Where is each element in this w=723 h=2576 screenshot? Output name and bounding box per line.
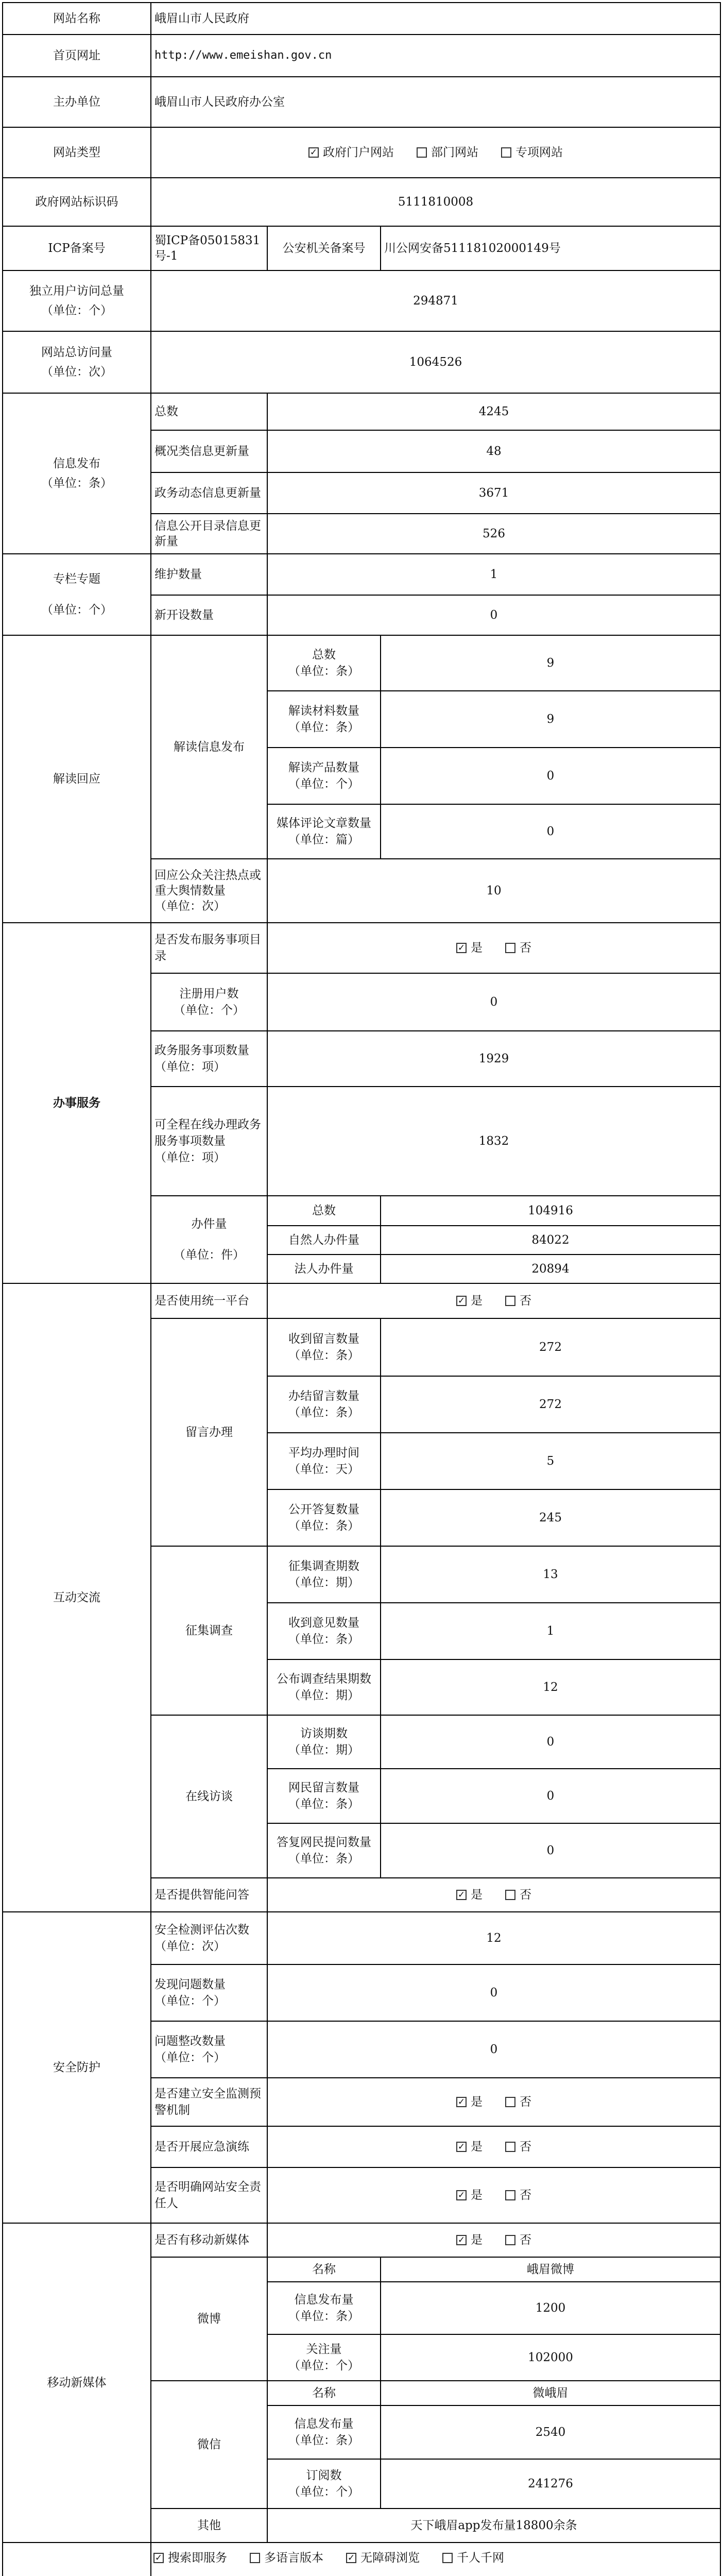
visitors-label: 独立用户访问总量 （单位：个） <box>2 270 151 332</box>
wechat-posts-label: 信息发布量 （单位：条） <box>267 2405 381 2460</box>
site-type-options <box>150 127 721 178</box>
weibo-posts-label: 信息发布量 （单位：条） <box>267 2281 381 2335</box>
icp-label: ICP备案号 <box>2 226 151 271</box>
yes-option[interactable]: ✓ 是 <box>456 1885 483 1905</box>
issues-fixed-label: 问题整改数量 （单位：个） <box>150 2021 268 2078</box>
legal-cases-value: 20894 <box>380 1254 721 1284</box>
yes-option[interactable]: ✓ 是 <box>456 2137 483 2157</box>
survey-results-value: 12 <box>380 1659 721 1716</box>
info-total-value: 4245 <box>267 393 721 431</box>
interp-product-label: 解读产品数量 （单位：个） <box>267 747 381 805</box>
checked-checkbox-icon: ✓ <box>456 1890 467 1900</box>
checked-checkbox-icon: ✓ <box>308 147 319 158</box>
accessibility-option[interactable]: ✓ 无障碍浏览 <box>346 2548 420 2568</box>
security-person-choice <box>267 2167 721 2224</box>
has-mobile-media-choice <box>267 2223 721 2258</box>
personalized-option[interactable]: 千人千网 <box>442 2548 504 2568</box>
interp-total-value: 9 <box>380 635 721 691</box>
interpretation-section-label: 解读回应 <box>2 635 151 923</box>
has-mobile-media-label: 是否有移动新媒体 <box>150 2223 268 2258</box>
visits-label: 网站总访问量 （单位：次） <box>2 331 151 394</box>
empty-checkbox-icon <box>417 147 427 158</box>
smart-qa-label: 是否提供智能问答 <box>150 1877 268 1912</box>
interview-count-value: 0 <box>380 1715 721 1769</box>
site-type-special-option[interactable]: 专项网站 <box>501 143 563 162</box>
columns-section-label: 专栏专题 （单位：个） <box>2 553 151 636</box>
public-replies-value: 245 <box>380 1489 721 1547</box>
unified-platform-label: 是否使用统一平台 <box>150 1283 268 1319</box>
avg-time-value: 5 <box>380 1432 721 1490</box>
news-update-label: 政务动态信息更新量 <box>150 472 268 514</box>
weibo-followers-value: 102000 <box>380 2334 721 2381</box>
innovation-section-label <box>2 2542 151 2576</box>
handled-total-value: 104916 <box>380 1195 721 1226</box>
empty-checkbox-icon <box>505 1890 515 1900</box>
site-type-label: 网站类型 <box>2 127 151 178</box>
homepage-label: 首页网址 <box>2 34 151 77</box>
interp-media-value: 0 <box>380 804 721 859</box>
empty-checkbox-icon <box>505 2235 515 2245</box>
opinions-value: 1 <box>380 1602 721 1660</box>
service-catalog-label: 是否发布服务事项目录 <box>150 922 268 974</box>
service-items-label: 政务服务事项数量 （单位：项） <box>150 1030 268 1087</box>
site-type-portal-option[interactable]: ✓ 政府门户网站 <box>308 143 394 162</box>
columns-new-label: 新开设数量 <box>150 595 268 636</box>
columns-maintain-value: 1 <box>267 553 721 596</box>
wechat-name-value: 微峨眉 <box>380 2380 721 2406</box>
opinions-label: 收到意见数量 （单位：条） <box>267 1602 381 1660</box>
columns-new-value: 0 <box>267 595 721 636</box>
catalog-update-value: 526 <box>267 513 721 554</box>
checked-checkbox-icon: ✓ <box>346 2553 356 2563</box>
issues-found-label: 发现问题数量 （单位：个） <box>150 1964 268 2022</box>
survey-count-value: 13 <box>380 1546 721 1603</box>
service-section-label: 办事服务 <box>2 922 151 1284</box>
weibo-label: 微博 <box>150 2257 268 2381</box>
wechat-name-label: 名称 <box>267 2380 381 2406</box>
site-code-label: 政府网站标识码 <box>2 177 151 227</box>
security-person-label: 是否明确网站安全责任人 <box>150 2167 268 2224</box>
search-service-option[interactable]: ✓ 搜索即服务 <box>153 2548 227 2568</box>
issues-found-value: 0 <box>267 1964 721 2022</box>
yes-option[interactable]: ✓ 是 <box>456 2092 483 2112</box>
survey-results-label: 公布调查结果期数 （单位：期） <box>267 1659 381 1716</box>
checked-checkbox-icon: ✓ <box>456 2097 467 2107</box>
interp-total-label: 总数 （单位：条） <box>267 635 381 691</box>
yes-option[interactable]: ✓ 是 <box>456 2185 483 2205</box>
weibo-followers-label: 关注量 （单位：个） <box>267 2334 381 2381</box>
handled-cases-label: 办件量 （单位：件） <box>150 1195 268 1284</box>
online-items-value: 1832 <box>267 1086 721 1196</box>
smart-qa-choice <box>267 1877 721 1912</box>
security-section-label: 安全防护 <box>2 1911 151 2224</box>
avg-time-label: 平均办理时间 （单位：天） <box>267 1432 381 1490</box>
wechat-posts-value: 2540 <box>380 2405 721 2460</box>
netizen-messages-label: 网民留言数量 （单位：条） <box>267 1768 381 1824</box>
info-total-label: 总数 <box>150 393 268 431</box>
message-handling-label: 留言办理 <box>150 1318 268 1547</box>
interaction-section-label: 互动交流 <box>2 1283 151 1912</box>
site-code-value: 5111810008 <box>150 177 721 227</box>
overview-update-value: 48 <box>267 430 721 473</box>
registered-users-label: 注册用户数 （单位：个） <box>150 973 268 1031</box>
service-items-value: 1929 <box>267 1030 721 1087</box>
interp-response-value: 10 <box>267 858 721 923</box>
no-option[interactable]: 否 <box>505 1885 531 1905</box>
closed-messages-value: 272 <box>380 1376 721 1433</box>
legal-cases-label: 法人办件量 <box>267 1254 381 1284</box>
site-name-label: 网站名称 <box>2 2 151 35</box>
issues-fixed-value: 0 <box>267 2021 721 2078</box>
interp-product-value: 0 <box>380 747 721 805</box>
multi-language-option[interactable]: 多语言版本 <box>250 2548 323 2568</box>
site-type-dept-option[interactable]: 部门网站 <box>417 143 478 162</box>
received-messages-value: 272 <box>380 1318 721 1377</box>
unified-platform-choice <box>267 1283 721 1319</box>
other-media-value: 天下峨眉app发布量18800余条 <box>267 2508 721 2543</box>
security-checks-value: 12 <box>267 1911 721 1965</box>
news-update-value: 3671 <box>267 472 721 514</box>
no-option[interactable]: 否 <box>505 938 531 958</box>
emergency-drill-label: 是否开展应急演练 <box>150 2126 268 2168</box>
empty-checkbox-icon <box>505 2097 515 2107</box>
handled-total-label: 总数 <box>267 1195 381 1226</box>
registered-users-value: 0 <box>267 973 721 1031</box>
empty-checkbox-icon <box>250 2553 260 2563</box>
visitors-value: 294871 <box>150 270 721 332</box>
homepage-url: http://www.emeishan.gov.cn <box>150 34 721 77</box>
police-record-value: 川公网安备51118102000149号 <box>380 226 721 271</box>
online-items-label: 可全程在线办理政务服务事项数量 （单位：项） <box>150 1086 268 1196</box>
wechat-subscribers-label: 订阅数 （单位：个） <box>267 2459 381 2509</box>
warning-mechanism-label: 是否建立安全监测预警机制 <box>150 2077 268 2127</box>
interview-count-label: 访谈期数 （单位：期） <box>267 1715 381 1769</box>
yes-option[interactable]: ✓ 是 <box>456 1291 483 1311</box>
answered-questions-label: 答复网民提问数量 （单位：条） <box>267 1823 381 1878</box>
survey-count-label: 征集调查期数 （单位：期） <box>267 1546 381 1603</box>
yes-option[interactable]: ✓ 是 <box>456 2230 483 2250</box>
answered-questions-value: 0 <box>380 1823 721 1878</box>
public-replies-label: 公开答复数量 （单位：条） <box>267 1489 381 1547</box>
checked-checkbox-icon: ✓ <box>456 943 467 953</box>
no-option[interactable]: 否 <box>505 2092 531 2112</box>
wechat-subscribers-value: 241276 <box>380 2459 721 2509</box>
sponsor-label: 主办单位 <box>2 76 151 128</box>
wechat-label: 微信 <box>150 2380 268 2509</box>
survey-label: 征集调查 <box>150 1546 268 1716</box>
received-messages-label: 收到留言数量 （单位：条） <box>267 1318 381 1377</box>
warning-mechanism-choice <box>267 2077 721 2127</box>
visits-value: 1064526 <box>150 331 721 394</box>
police-record-label: 公安机关备案号 <box>267 226 381 271</box>
empty-checkbox-icon <box>442 2553 453 2563</box>
no-option[interactable]: 否 <box>505 2230 531 2250</box>
interp-material-value: 9 <box>380 690 721 748</box>
checked-checkbox-icon: ✓ <box>153 2553 164 2563</box>
empty-checkbox-icon <box>505 2142 515 2152</box>
no-option[interactable]: 否 <box>505 2137 531 2157</box>
empty-checkbox-icon <box>505 2190 515 2200</box>
columns-maintain-label: 维护数量 <box>150 553 268 596</box>
person-cases-value: 84022 <box>380 1225 721 1255</box>
checked-checkbox-icon: ✓ <box>456 1296 467 1306</box>
weibo-name-value: 峨眉微博 <box>380 2257 721 2282</box>
interpretation-release-label: 解读信息发布 <box>150 635 268 859</box>
emergency-drill-choice <box>267 2126 721 2168</box>
closed-messages-label: 办结留言数量 （单位：条） <box>267 1376 381 1433</box>
catalog-update-label: 信息公开目录信息更新量 <box>150 513 268 554</box>
online-interview-label: 在线访谈 <box>150 1715 268 1878</box>
other-media-label: 其他 <box>150 2508 268 2543</box>
empty-checkbox-icon <box>505 1296 515 1306</box>
innovation-checkbox-row <box>153 2548 515 2568</box>
no-option[interactable]: 否 <box>505 1291 531 1311</box>
service-catalog-choice <box>267 922 721 974</box>
netizen-messages-value: 0 <box>380 1768 721 1824</box>
interp-material-label: 解读材料数量 （单位：条） <box>267 690 381 748</box>
empty-checkbox-icon <box>505 943 515 953</box>
info-release-section-label: 信息发布 （单位：条） <box>2 393 151 554</box>
checked-checkbox-icon: ✓ <box>456 2190 467 2200</box>
mobile-media-section-label: 移动新媒体 <box>2 2223 151 2543</box>
checked-checkbox-icon: ✓ <box>456 2142 467 2152</box>
person-cases-label: 自然人办件量 <box>267 1225 381 1255</box>
no-option[interactable]: 否 <box>505 2185 531 2205</box>
checked-checkbox-icon: ✓ <box>456 2235 467 2245</box>
security-checks-label: 安全检测评估次数 （单位：次） <box>150 1911 268 1965</box>
interp-response-label: 回应公众关注热点或重大舆情数量 （单位：次） <box>150 858 268 923</box>
interp-media-label: 媒体评论文章数量 （单位：篇） <box>267 804 381 859</box>
yes-option[interactable]: ✓ 是 <box>456 938 483 958</box>
weibo-posts-value: 1200 <box>380 2281 721 2335</box>
overview-update-label: 概况类信息更新量 <box>150 430 268 473</box>
site-name-value: 峨眉山市人民政府 <box>150 2 721 35</box>
empty-checkbox-icon <box>501 147 511 158</box>
sponsor-value: 峨眉山市人民政府办公室 <box>150 76 721 128</box>
weibo-name-label: 名称 <box>267 2257 381 2282</box>
innovation-options <box>150 2542 721 2576</box>
icp-value: 蜀ICP备05015831号-1 <box>150 226 268 271</box>
